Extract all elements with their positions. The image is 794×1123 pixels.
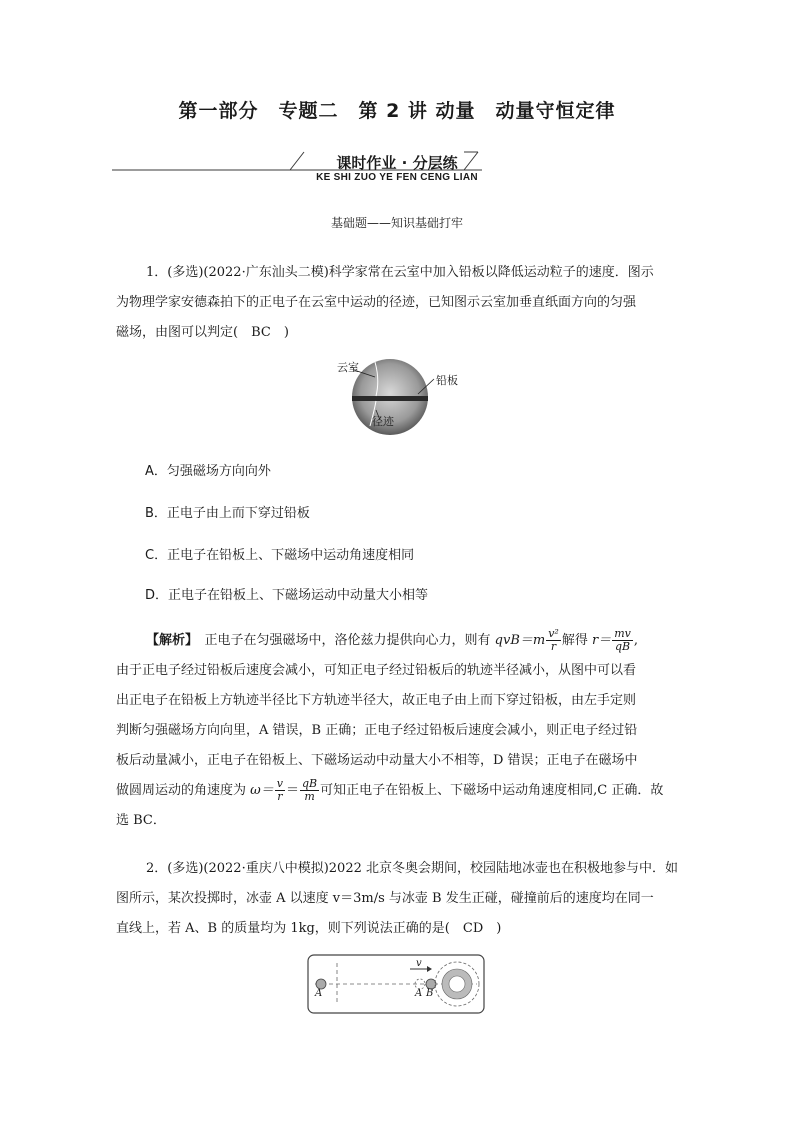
fraction: $\frac{mv}{qB}$ [614,627,631,653]
option-b: B．正电子由上而下穿过铅板 [145,506,310,521]
label-a-start: A [315,988,323,999]
q2-stem-line: 图所示，某次投掷时，冰壶 A 以速度 v＝3m/s 与冰壶 B 发生正碰，碰撞前后的速度均在同一 [116,891,654,906]
formula: r＝ [591,633,612,648]
fraction: $\frac{qB}{m}$ [301,777,318,803]
formula: ω＝ [250,783,274,798]
figure-label-cloud: 云室 [337,361,359,374]
analysis-text: 解得 [561,633,592,648]
analysis-line: 板后动量减小，正电子在铅板上、下磁场运动中动量大小不相等，D 错误；正电子在磁场中 [116,753,638,768]
q2-stem-line: 2．(多选)(2022·重庆八中模拟)2022 北京冬奥会期间，校园陆地冰壶也在积极地参与中．如 [146,861,678,876]
banner-title: 课时作业 · 分层练 [336,154,458,172]
house-button [449,976,465,992]
option-c: C．正电子在铅板上、下磁场中运动角速度相同 [145,548,415,563]
formula: qvB＝m [494,633,546,648]
analysis-line: 出正电子在铅板上方轨迹半径比下方轨迹半径大，故正电子由上而下穿过铅板，由左手定则 [116,693,637,708]
analysis-line: 由于正电子经过铅板后速度会减小，可知正电子经过铅板后的轨迹半径减小，从图中可以看 [116,663,637,678]
analysis-line: 【解析】 正电子在匀强磁场中，洛伦兹力提供向心力，则有 qvB＝m $\frac{\text{v²}}{r}$ 解得 r＝ $\frac{mv}{qB}$ , [146,627,638,653]
equals-sign: ＝ [285,783,299,798]
lead-plate [352,396,428,401]
analysis-line [116,776,694,806]
q1-stem-line: 1．(多选)(2022·广东汕头二模)科学家常在云室中加入铅板以降低运动粒子的速度．图示 [146,265,654,280]
analysis-line: 判断匀强磁场方向向里，A 错误，B 正确；正电子经过铅板后速度会减小，则正电子经过铅 [116,723,638,738]
banner-subtitle: KE SHI ZUO YE FEN CENG LIAN [316,172,478,183]
q2-stem [116,854,694,944]
curling-figure [307,953,487,1015]
q1-stem [116,258,694,348]
page-title: 第一部分 专题二 第 2 讲 动量 动量守恒定律 [178,100,616,122]
label-a-collision: A [415,988,423,999]
label-b: B [426,988,434,999]
figure-label-track: 径迹 [372,415,394,428]
section-heading: 基础题——知识基础打牢 [330,216,463,230]
q1-stem-line: 为物理学家安德森拍下的正电子在云室中运动的径迹，已知图示云室加垂直纸面方向的匀强 [116,295,637,310]
analysis-text: 做圆周运动的角速度为 [116,783,251,798]
analysis-text: 可知正电子在铅板上、下磁场中运动角速度相同,C 正确．故 [320,783,664,798]
figure-label-plate: 铅板 [436,374,458,387]
option-a: A．匀强磁场方向向外 [145,464,271,479]
q1-analysis [116,626,694,836]
q1-stem-line: 磁场，由图可以判定( BC ) [116,325,289,340]
analysis-text: 正电子在匀强磁场中，洛伦兹力提供向心力，则有 [191,633,495,648]
analysis-label: 【解析】 [146,633,192,648]
fraction: $\frac{v}{r}$ [276,777,283,803]
fraction: $\frac{\text{v²}}{r}$ [548,627,559,653]
q2-stem-line: 直线上，若 A、B 的质量均为 1kg，则下列说法正确的是( CD ) [116,921,502,936]
analysis-line: 选 BC． [116,813,166,828]
option-d: D．正电子在铅板上、下磁场运动中动量大小相等 [145,588,429,603]
label-v: v [416,958,422,969]
